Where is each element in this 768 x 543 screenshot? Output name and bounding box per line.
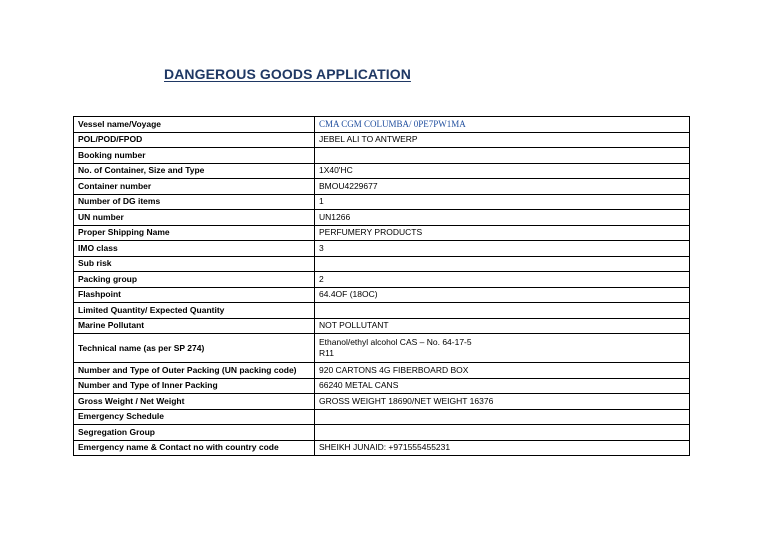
row-value: [315, 256, 690, 272]
row-label: UN number: [74, 210, 315, 226]
row-label: Marine Pollutant: [74, 318, 315, 334]
row-label: Technical name (as per SP 274): [74, 334, 315, 363]
row-value: [315, 148, 690, 164]
row-label: Emergency name & Contact no with country code: [74, 440, 315, 456]
row-label: Number of DG items: [74, 194, 315, 210]
table-row-un-number: [74, 210, 690, 226]
row-value: 920 CARTONS 4G FIBERBOARD BOX: [315, 363, 690, 379]
table-row-weight: [74, 394, 690, 410]
table-row-booking: [74, 148, 690, 164]
row-value: [315, 425, 690, 441]
row-value: 3: [315, 241, 690, 257]
table-row-container-size: [74, 163, 690, 179]
table-row-imo-class: [74, 241, 690, 257]
document-title: DANGEROUS GOODS APPLICATION: [164, 66, 411, 82]
row-value: UN1266: [315, 210, 690, 226]
table-row-shipping-name: [74, 225, 690, 241]
table-row-vessel: [74, 117, 690, 133]
row-label: IMO class: [74, 241, 315, 257]
table-row-packing-group: [74, 272, 690, 288]
table-row-sub-risk: [74, 256, 690, 272]
table-row-container-number: [74, 179, 690, 195]
row-value: 66240 METAL CANS: [315, 378, 690, 394]
row-label: Limited Quantity/ Expected Quantity: [74, 303, 315, 319]
row-label: Container number: [74, 179, 315, 195]
row-value: GROSS WEIGHT 18690/NET WEIGHT 16376: [315, 394, 690, 410]
row-value: 2: [315, 272, 690, 288]
row-value: NOT POLLUTANT: [315, 318, 690, 334]
table-row-technical-name: [74, 334, 690, 363]
row-label: Emergency Schedule: [74, 409, 315, 425]
row-label: Packing group: [74, 272, 315, 288]
row-label: Booking number: [74, 148, 315, 164]
row-label: Segregation Group: [74, 425, 315, 441]
row-value: CMA CGM COLUMBA/ 0PE7PW1MA: [315, 117, 690, 133]
row-value: [315, 334, 690, 363]
row-label: Sub risk: [74, 256, 315, 272]
row-value: [315, 409, 690, 425]
row-label: Number and Type of Inner Packing: [74, 378, 315, 394]
row-value: PERFUMERY PRODUCTS: [315, 225, 690, 241]
row-label: Proper Shipping Name: [74, 225, 315, 241]
row-value: JEBEL ALI TO ANTWERP: [315, 132, 690, 148]
table-row-emergency-schedule: [74, 409, 690, 425]
row-label: Number and Type of Outer Packing (UN packing code): [74, 363, 315, 379]
row-value: [315, 303, 690, 319]
table-row-dg-items: [74, 194, 690, 210]
row-value-line: R11: [319, 348, 334, 358]
table-row-marine-pollutant: [74, 318, 690, 334]
table-row-outer-packing: [74, 363, 690, 379]
table-row-pol-pod: [74, 132, 690, 148]
row-value-line: Ethanol/ethyl alcohol CAS – No. 64-17-5: [319, 337, 472, 347]
row-label: Flashpoint: [74, 287, 315, 303]
row-value: 64.4OF (18OC): [315, 287, 690, 303]
table-row-flashpoint: [74, 287, 690, 303]
row-value: 1X40'HC: [315, 163, 690, 179]
row-label: No. of Container, Size and Type: [74, 163, 315, 179]
row-value: 1: [315, 194, 690, 210]
table-row-inner-packing: [74, 378, 690, 394]
table-row-segregation-group: [74, 425, 690, 441]
row-value: BMOU4229677: [315, 179, 690, 195]
row-label: Vessel name/Voyage: [74, 117, 315, 133]
row-label: Gross Weight / Net Weight: [74, 394, 315, 410]
row-label: POL/POD/FPOD: [74, 132, 315, 148]
table-row-emergency-contact: [74, 440, 690, 456]
dg-application-table: [73, 116, 690, 456]
table-row-limited-quantity: [74, 303, 690, 319]
row-value: SHEIKH JUNAID: +971555455231: [315, 440, 690, 456]
